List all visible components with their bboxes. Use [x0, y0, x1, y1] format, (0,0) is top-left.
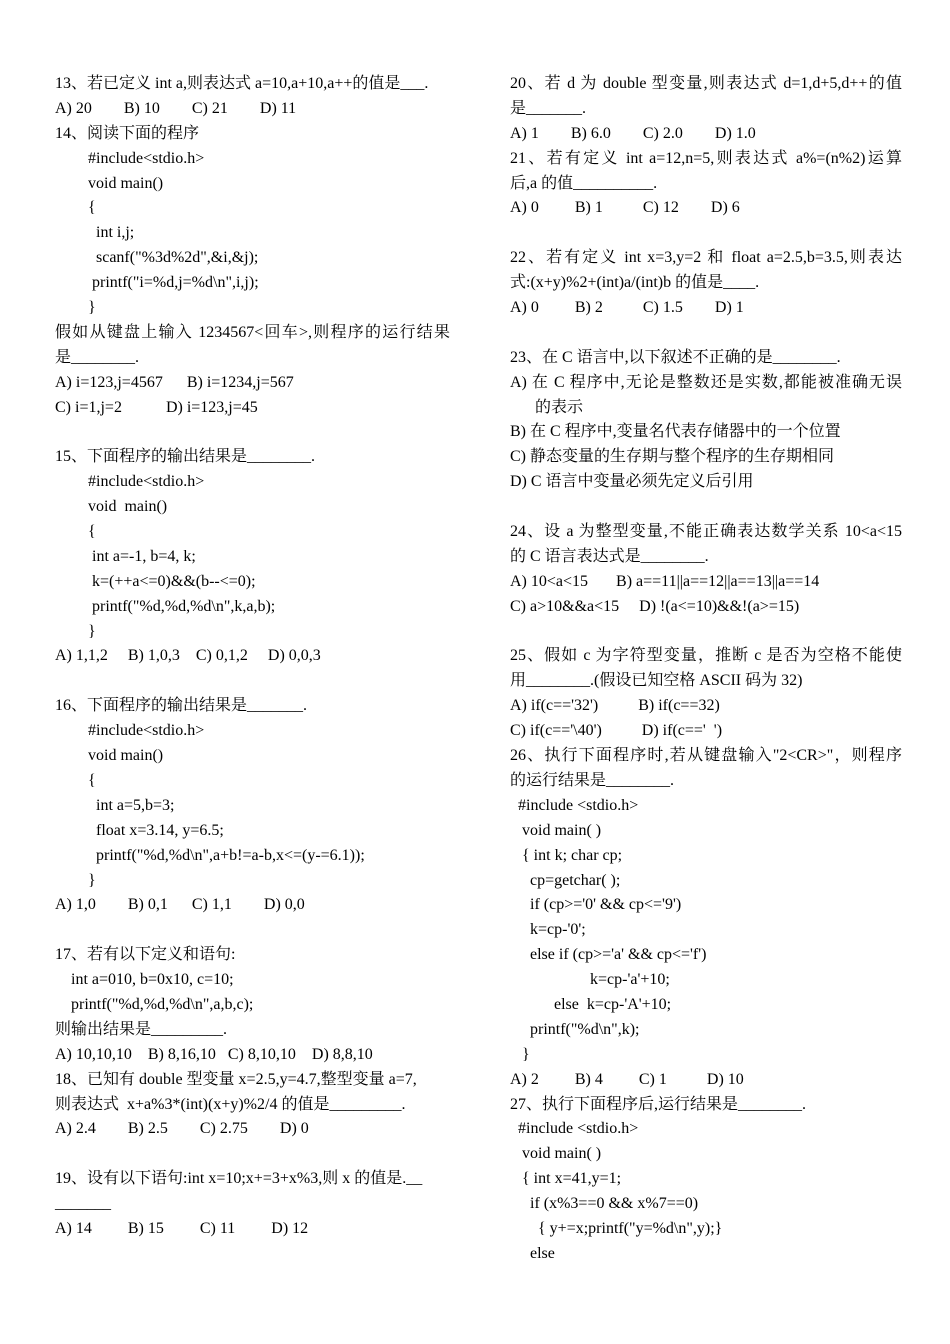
text-line: k=cp-'0'; [530, 921, 586, 939]
text-line: 18、已知有 double 型变量 x=2.5,y=4.7,整型变量 a=7, [55, 1070, 417, 1088]
text-line: else [530, 1244, 555, 1262]
text-line: 24、设 a 为整型变量,不能正确表达数学关系 10<a<15 [510, 523, 902, 541]
text-line: 19、设有以下语句:int x=10;x+=3+x%3,则 x 的值是.__ [55, 1170, 423, 1188]
text-line: #include <stdio.h> [518, 1120, 639, 1138]
text-line: void main() [88, 498, 168, 516]
text-line: 的表示 [535, 398, 584, 416]
text-line: if (cp>='0' && cp<='9') [530, 896, 682, 914]
text-line: k=cp-'a'+10; [590, 971, 670, 989]
text-line: float x=3.14, y=6.5; [96, 821, 224, 839]
text-line: #include<stdio.h> [88, 149, 205, 167]
text-line: B) 在 C 程序中,变量名代表存储器中的一个位置 [510, 423, 841, 441]
text-line: A) 0 B) 1 C) 12 D) 6 [510, 199, 740, 217]
text-line: printf("%d,%d\n",a+b!=a-b,x<=(y-=6.1)); [96, 846, 365, 864]
text-line: k=(++a<=0)&&(b--<=0); [92, 572, 256, 590]
text-line: printf("%d\n",k); [530, 1020, 640, 1038]
text-line: int a=-1, b=4, k; [92, 547, 196, 565]
blank-line [510, 221, 902, 246]
text-line: { [88, 523, 96, 541]
text-line: 21、若有定义 int a=12,n=5,则表达式 a%=(n%2)运算 [510, 149, 902, 167]
text-line: C) a>10&&a<15 D) !(a<=10)&&!(a>=15) [510, 597, 800, 615]
blank-line [510, 620, 902, 645]
left-column [55, 72, 450, 1242]
text-line: A) 1 B) 6.0 C) 2.0 D) 1.0 [510, 124, 756, 142]
text-line: A) 0 B) 2 C) 1.5 D) 1 [510, 299, 744, 317]
text-line: } [88, 299, 96, 317]
text-line: void main() [88, 174, 164, 192]
text-line: 是________. [55, 348, 140, 366]
text-line: 23、在 C 语言中,以下叙述不正确的是________. [510, 348, 841, 366]
text-line: _______ [55, 1195, 111, 1213]
text-line: printf("i=%d,j=%d\n",i,j); [92, 274, 259, 292]
blank-line [55, 1142, 450, 1167]
text-line: printf("%d,%d,%d\n",a,b,c); [71, 995, 254, 1013]
text-line: A) 10,10,10 B) 8,16,10 C) 8,10,10 D) 8,8,10 [55, 1045, 373, 1063]
text-line: cp=getchar( ); [530, 871, 621, 889]
text-line: 的运行结果是________. [510, 771, 675, 789]
text-line: 的 C 语言表达式是________. [510, 547, 709, 565]
text-line: 后,a 的值__________. [510, 174, 658, 192]
text-line: A) 14 B) 15 C) 11 D) 12 [55, 1219, 309, 1237]
text-line: A) 1,0 B) 0,1 C) 1,1 D) 0,0 [55, 896, 305, 914]
blank-line [55, 918, 450, 943]
text-line: 则表达式 x+a%3*(int)(x+y)%2/4 的值是_________. [55, 1095, 406, 1113]
text-line: 26、执行下面程序时,若从键盘输入"2<CR>"，则程序 [510, 747, 902, 765]
text-line: 25、假如 c 为字符型变量，推断 c 是否为空格不能使 [510, 647, 902, 665]
text-line: else k=cp-'A'+10; [554, 995, 672, 1013]
text-line: else if (cp>='a' && cp<='f') [530, 946, 707, 964]
text-line: scanf("%3d%2d",&i,&j); [96, 249, 259, 267]
text-line: 13、若已定义 int a,则表达式 a=10,a+10,a++的值是___. [55, 75, 429, 92]
text-line: int a=5,b=3; [96, 796, 175, 814]
text-line: 20、若 d 为 double 型变量,则表达式 d=1,d+5,d++的值 [510, 75, 902, 92]
text-line: #include<stdio.h> [88, 473, 205, 491]
text-line: } [88, 871, 96, 889]
text-line: 则输出结果是_________. [55, 1020, 228, 1038]
blank-line [510, 495, 902, 520]
text-line: 16、下面程序的输出结果是_______. [55, 697, 308, 715]
blank-line [55, 420, 450, 445]
text-line: D) C 语言中变量必须先定义后引用 [510, 473, 754, 491]
text-line: void main( ) [522, 1145, 602, 1163]
text-line: 17、若有以下定义和语句: [55, 946, 236, 964]
text-line: A) 20 B) 10 C) 21 D) 11 [55, 99, 297, 117]
text-line: int i,j; [96, 224, 135, 242]
text-line: C) 静态变量的生存期与整个程序的生存期相同 [510, 448, 835, 466]
text-line: 假如从键盘上输入 1234567<回车>,则程序的运行结果 [55, 323, 450, 341]
text-line: C) if(c=='\40') D) if(c==' ') [510, 722, 723, 740]
text-line: 用________.(假设已知空格 ASCII 码为 32) [510, 672, 803, 690]
text-line: 式:(x+y)%2+(int)a/(int)b 的值是____. [510, 274, 760, 292]
text-line: A) 1,1,2 B) 1,0,3 C) 0,1,2 D) 0,0,3 [55, 647, 321, 665]
text-line: C) i=1,j=2 D) i=123,j=45 [55, 398, 258, 416]
text-line: A) 2 B) 4 C) 1 D) 10 [510, 1070, 744, 1088]
text-line: } [88, 622, 96, 640]
text-line: printf("%d,%d,%d\n",k,a,b); [92, 597, 276, 615]
text-line: A) i=123,j=4567 B) i=1234,j=567 [55, 373, 294, 391]
text-line: 22、若有定义 int x=3,y=2 和 float a=2.5,b=3.5,则表达 [510, 249, 902, 267]
text-line: #include<stdio.h> [88, 722, 205, 740]
text-line: void main( ) [522, 821, 602, 839]
text-line: { int k; char cp; [522, 846, 623, 864]
text-line: A) if(c=='32') B) if(c==32) [510, 697, 720, 715]
text-line: int a=010, b=0x10, c=10; [71, 971, 234, 989]
text-line: { [88, 199, 96, 217]
text-line: A) 10<a<15 B) a==11||a==12||a==13||a==14 [510, 572, 820, 590]
text-line: A) 2.4 B) 2.5 C) 2.75 D) 0 [55, 1120, 309, 1138]
text-line: 15、下面程序的输出结果是________. [55, 448, 316, 466]
text-line: 27、执行下面程序后,运行结果是________. [510, 1095, 807, 1113]
text-line: } [522, 1045, 530, 1063]
text-line: { y+=x;printf("y=%d\n",y);} [538, 1219, 723, 1237]
blank-line [55, 669, 450, 694]
text-line: 是_______. [510, 99, 587, 117]
text-line: { [88, 771, 96, 789]
text-line: { int x=41,y=1; [522, 1170, 622, 1188]
text-line: #include <stdio.h> [518, 796, 639, 814]
text-line: void main() [88, 747, 164, 765]
text-line: A) 在 C 程序中,无论是整数还是实数,都能被准确无误 [510, 373, 902, 391]
blank-line [510, 321, 902, 346]
text-line: if (x%3==0 && x%7==0) [530, 1195, 699, 1213]
right-column [510, 72, 902, 1267]
text-line: 14、阅读下面的程序 [55, 124, 200, 142]
